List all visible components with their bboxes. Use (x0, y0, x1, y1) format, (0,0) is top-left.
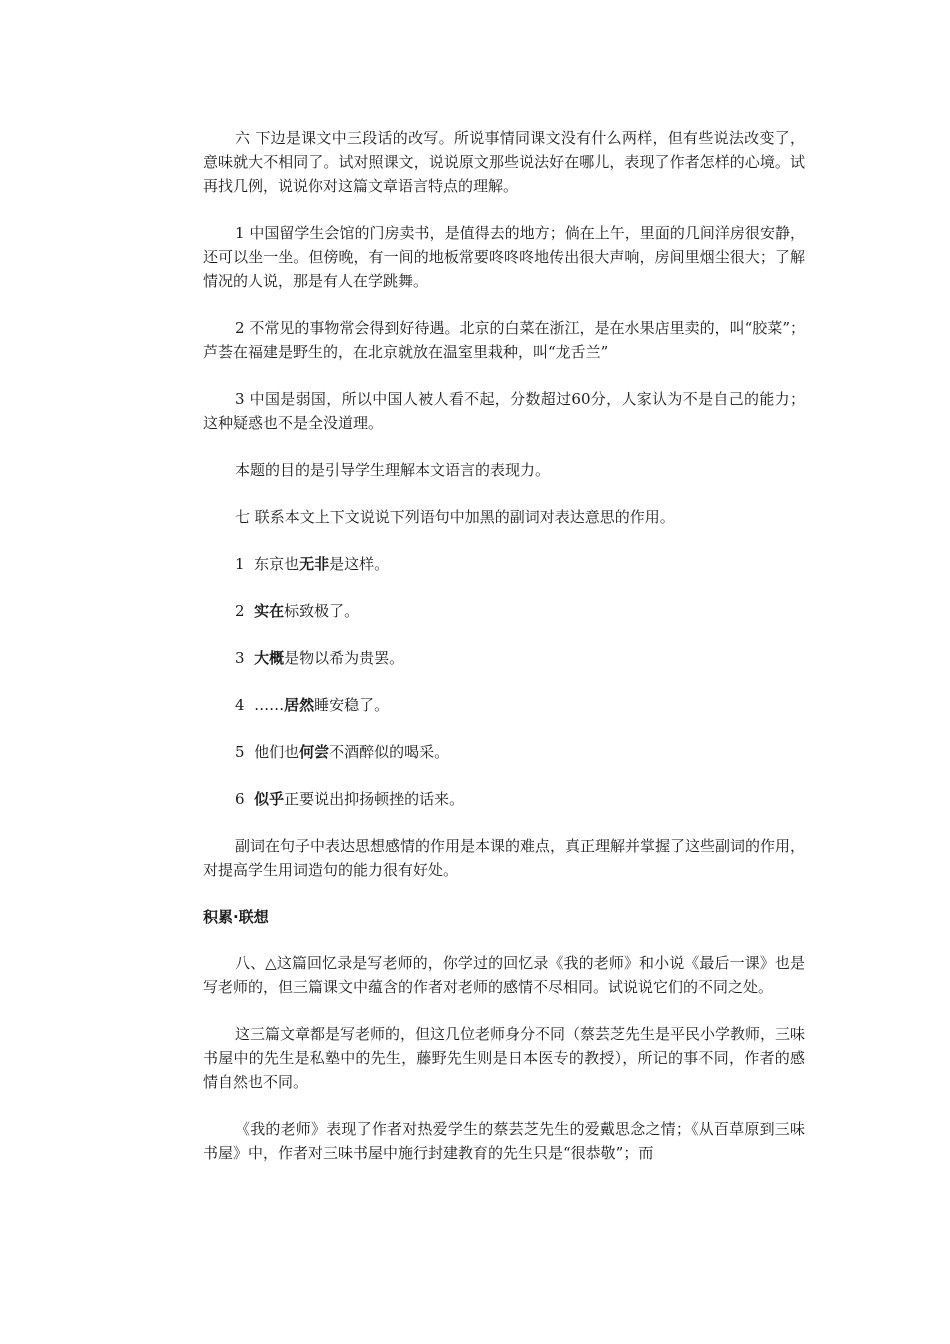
question-6: 六 下边是课文中三段话的改写。所说事情同课文没有什么两样，但有些说法改变了，意味就大不相同了。试对照课文，说说原文那些说法好在哪儿，表现了作者怎样的心境。试再找几例，说说你对这篇文章语言特点的理解。 (203, 129, 805, 195)
question-6-example-3: 3 中国是弱国，所以中国人被人看不起，分数超过60分，人家认为不是自己的能力；这种疑惑也不是全没道理。 (203, 390, 805, 432)
question-7: 七 联系本文上下文说说下列语句中加黑的副词对表达意思的作用。 (235, 508, 675, 526)
item-text-after: 是这样。 (329, 555, 390, 573)
question-7-answer: 副词在句子中表达思想感情的作用是本课的难点，真正理解并掌握了这些副词的作用，对提高学生用词造句的能力很有好处。 (203, 837, 806, 879)
item-text-after: 是物以希为贵罢。 (284, 649, 405, 667)
question-8-answer-2: 《我的老师》表现了作者对热爱学生的蔡芸芝先生的爱戴思念之情；《从百草原到三味书屋》中，作者对三味书屋中施行封建教育的先生只是“很恭敬”；而 (203, 1120, 805, 1162)
item-text-after: 标致极了。 (284, 602, 360, 620)
item-bold-adverb: 何尝 (299, 743, 330, 761)
adverb-item-1 (203, 552, 805, 576)
adverb-item-5 (203, 740, 805, 764)
item-bold-adverb: 无非 (299, 555, 330, 573)
question-8: 八、△这篇回忆录是写老师的，你学过的回忆录《我的老师》和小说《最后一课》也是写老师的，但三篇课文中蕴含的作者对老师的感情不尽相同。试说说它们的不同之处。 (203, 954, 805, 996)
question-6-answer: 本题的目的是引导学生理解本文语言的表现力。 (235, 461, 551, 479)
item-text-after: 不酒醉似的喝采。 (329, 743, 450, 761)
item-text-before: 东京也 (254, 555, 300, 573)
item-bold-adverb: 大概 (254, 649, 285, 667)
item-number: 3 (235, 649, 245, 667)
item-text-after: 正要说出抑扬顿挫的话来。 (284, 790, 465, 808)
item-bold-adverb: 居然 (284, 696, 315, 714)
adverb-item-3 (203, 646, 805, 670)
section-heading: 积累·联想 (203, 908, 269, 926)
question-6-example-1: 1 中国留学生会馆的门房卖书，是值得去的地方；倘在上午，里面的几间洋房很安静，还可以坐一坐。但傍晚，有一间的地板常要咚咚咚地传出很大声响，房间里烟尘很大；了解情况的人说，那是有人在学跳舞。 (203, 224, 805, 290)
item-number: 5 (235, 743, 245, 761)
adverb-item-4 (203, 693, 805, 717)
item-bold-adverb: 实在 (254, 602, 285, 620)
item-number: 4 (235, 696, 245, 714)
item-number: 1 (235, 555, 245, 573)
item-number: 2 (235, 602, 245, 620)
item-text-before: …… (254, 696, 285, 714)
item-bold-adverb: 似乎 (254, 790, 285, 808)
question-8-answer-1: 这三篇文章都是写老师的，但这几位老师身分不同（蔡芸芝先生是平民小学教师，三味书屋中的先生是私塾中的先生，藤野先生则是日本医专的教授），所记的事不同，作者的感情自然也不同。 (203, 1025, 806, 1091)
item-number: 6 (235, 790, 245, 808)
question-6-example-2: 2 不常见的事物常会得到好待遇。北京的白菜在浙江，是在水果店里卖的，叫“胶菜”；芦荟在福建是野生的，在北京就放在温室里栽种，叫“龙舌兰” (203, 319, 805, 361)
document-body (203, 126, 805, 1188)
item-text-after: 睡安稳了。 (314, 696, 390, 714)
adverb-item-6 (203, 787, 805, 811)
item-text-before: 他们也 (254, 743, 300, 761)
adverb-item-2 (203, 599, 805, 623)
